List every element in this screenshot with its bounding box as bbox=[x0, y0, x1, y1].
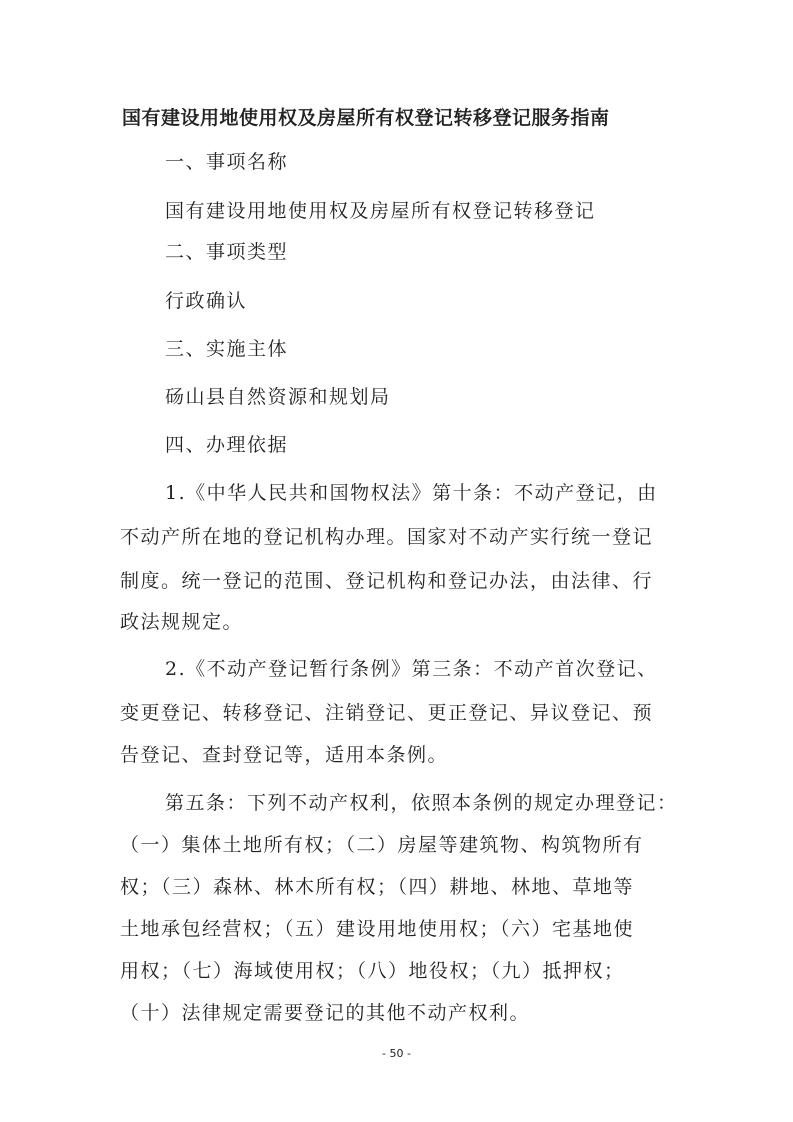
basis2-line: 2.《不动产登记暂行条例》第三条：不动产首次登记、 bbox=[165, 658, 658, 680]
basis3-line: （十）法律规定需要登记的其他不动产权利。 bbox=[120, 1002, 531, 1024]
basis3-line: （一）集体土地所有权；（二）房屋等建筑物、构筑物所有 bbox=[120, 834, 644, 856]
section1-heading: 一、事项名称 bbox=[165, 151, 289, 173]
basis2-line: 变更登记、转移登记、注销登记、更正登记、异议登记、预 bbox=[120, 702, 654, 724]
section3-text: 砀山县自然资源和规划局 bbox=[165, 386, 391, 408]
page-number: - 50 - bbox=[382, 1047, 411, 1060]
basis3-line: 用权；（七）海域使用权；（八）地役权；（九）抵押权； bbox=[120, 960, 625, 982]
basis1-line: 不动产所在地的登记机构办理。国家对不动产实行统一登记 bbox=[120, 526, 654, 548]
basis2-line: 告登记、查封登记等，适用本条例。 bbox=[120, 744, 449, 766]
basis1-line: 政法规规定。 bbox=[120, 611, 244, 633]
section2-text: 行政确认 bbox=[165, 290, 248, 312]
section3-heading: 三、实施主体 bbox=[165, 338, 289, 360]
basis1-line: 制度。统一登记的范围、登记机构和登记办法，由法律、行 bbox=[120, 570, 654, 592]
document-title: 国有建设用地使用权及房屋所有权登记转移登记服务指南 bbox=[122, 107, 610, 129]
section1-text: 国有建设用地使用权及房屋所有权登记转移登记 bbox=[165, 200, 596, 222]
basis3-line: 第五条：下列不动产权利，依照本条例的规定办理登记： bbox=[165, 792, 678, 814]
basis3-line: 权；（三）森林、林木所有权；（四）耕地、林地、草地等 bbox=[120, 876, 635, 898]
section2-heading: 二、事项类型 bbox=[165, 241, 289, 263]
basis1-line: 1.《中华人民共和国物权法》第十条：不动产登记，由 bbox=[165, 482, 658, 504]
section4-heading: 四、办理依据 bbox=[165, 434, 289, 456]
basis3-line: 土地承包经营权；（五）建设用地使用权；（六）宅基地使 bbox=[120, 918, 635, 940]
